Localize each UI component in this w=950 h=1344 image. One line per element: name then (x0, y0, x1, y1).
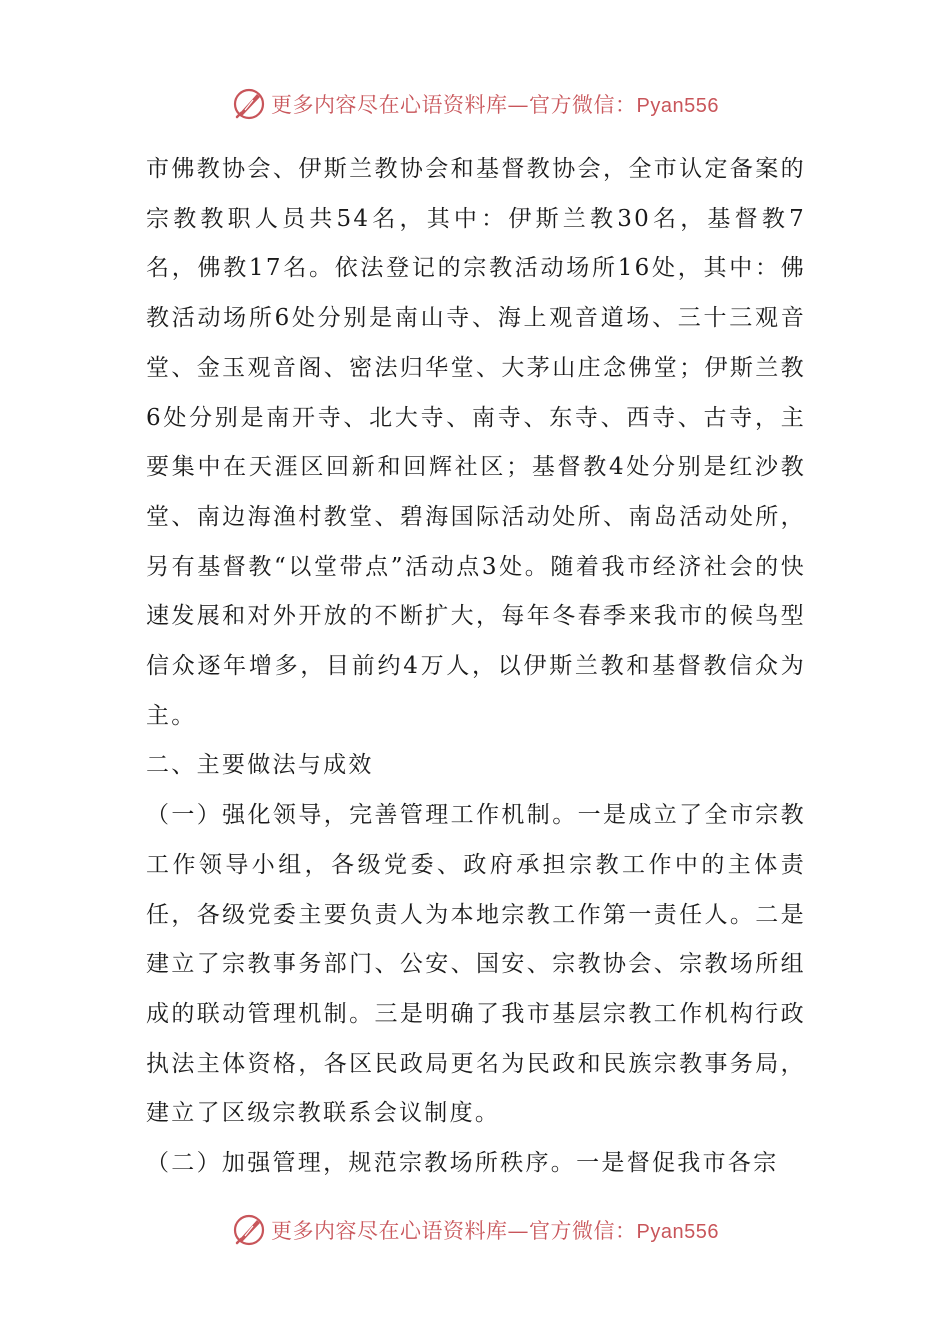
quill-pen-icon (231, 1212, 267, 1248)
banner-handle: Pyan556 (636, 1221, 719, 1243)
banner-text: 更多内容尽在心语资料库—官方微信：Pyan556 (271, 1219, 719, 1243)
banner-handle: Pyan556 (636, 95, 719, 117)
section-heading: 二、主要做法与成效 (146, 752, 374, 779)
header-banner (0, 84, 950, 124)
quill-pen-icon (231, 86, 267, 122)
document-body (146, 145, 806, 1189)
paragraph-religious-overview: 市佛教协会、伊斯兰教协会和基督教协会，全市认定备案的宗教教职人员共54名，其中：伊斯兰教30名，基督教7名，佛教17名。依法登记的宗教活动场所16处，其中：佛教活动场所6处分别是南山寺、海上观音道场、三十三观音堂、金玉观音阁、密法归华堂、大茅山庄念佛堂；伊斯兰教6处分别是南开寺、北大寺、南寺、东寺、西寺、古寺，主要集中在天涯区回新和回辉社区；基督教4处分别是红沙教堂、南边海渔村教堂、碧海国际活动处所、南岛活动处所，另有基督教“以堂带点”活动点3处。随着我市经济社会的快速发展和对外开放的不断扩大，每年冬春季来我市的候鸟型信众逐年增多，目前约4万人，以伊斯兰教和基督教信众为主。 (146, 156, 806, 729)
footer-banner (0, 1210, 950, 1250)
paragraph-leadership-mechanism: （一）强化领导，完善管理工作机制。一是成立了全市宗教工作领导小组，各级党委、政府承担宗教工作中的主体责任，各级党委主要负责人为本地宗教工作第一责任人。二是建立了宗教事务部门、公安、国安、宗教协会、宗教场所组成的联动管理机制。三是明确了我市基层宗教工作机构行政执法主体资格，各区民政局更名为民政和民族宗教事务局，建立了区级宗教联系会议制度。 (146, 802, 806, 1127)
banner-text: 更多内容尽在心语资料库—官方微信：Pyan556 (271, 93, 719, 117)
paragraph-venue-management: （二）加强管理，规范宗教场所秩序。一是督促我市各宗 (146, 1150, 779, 1177)
